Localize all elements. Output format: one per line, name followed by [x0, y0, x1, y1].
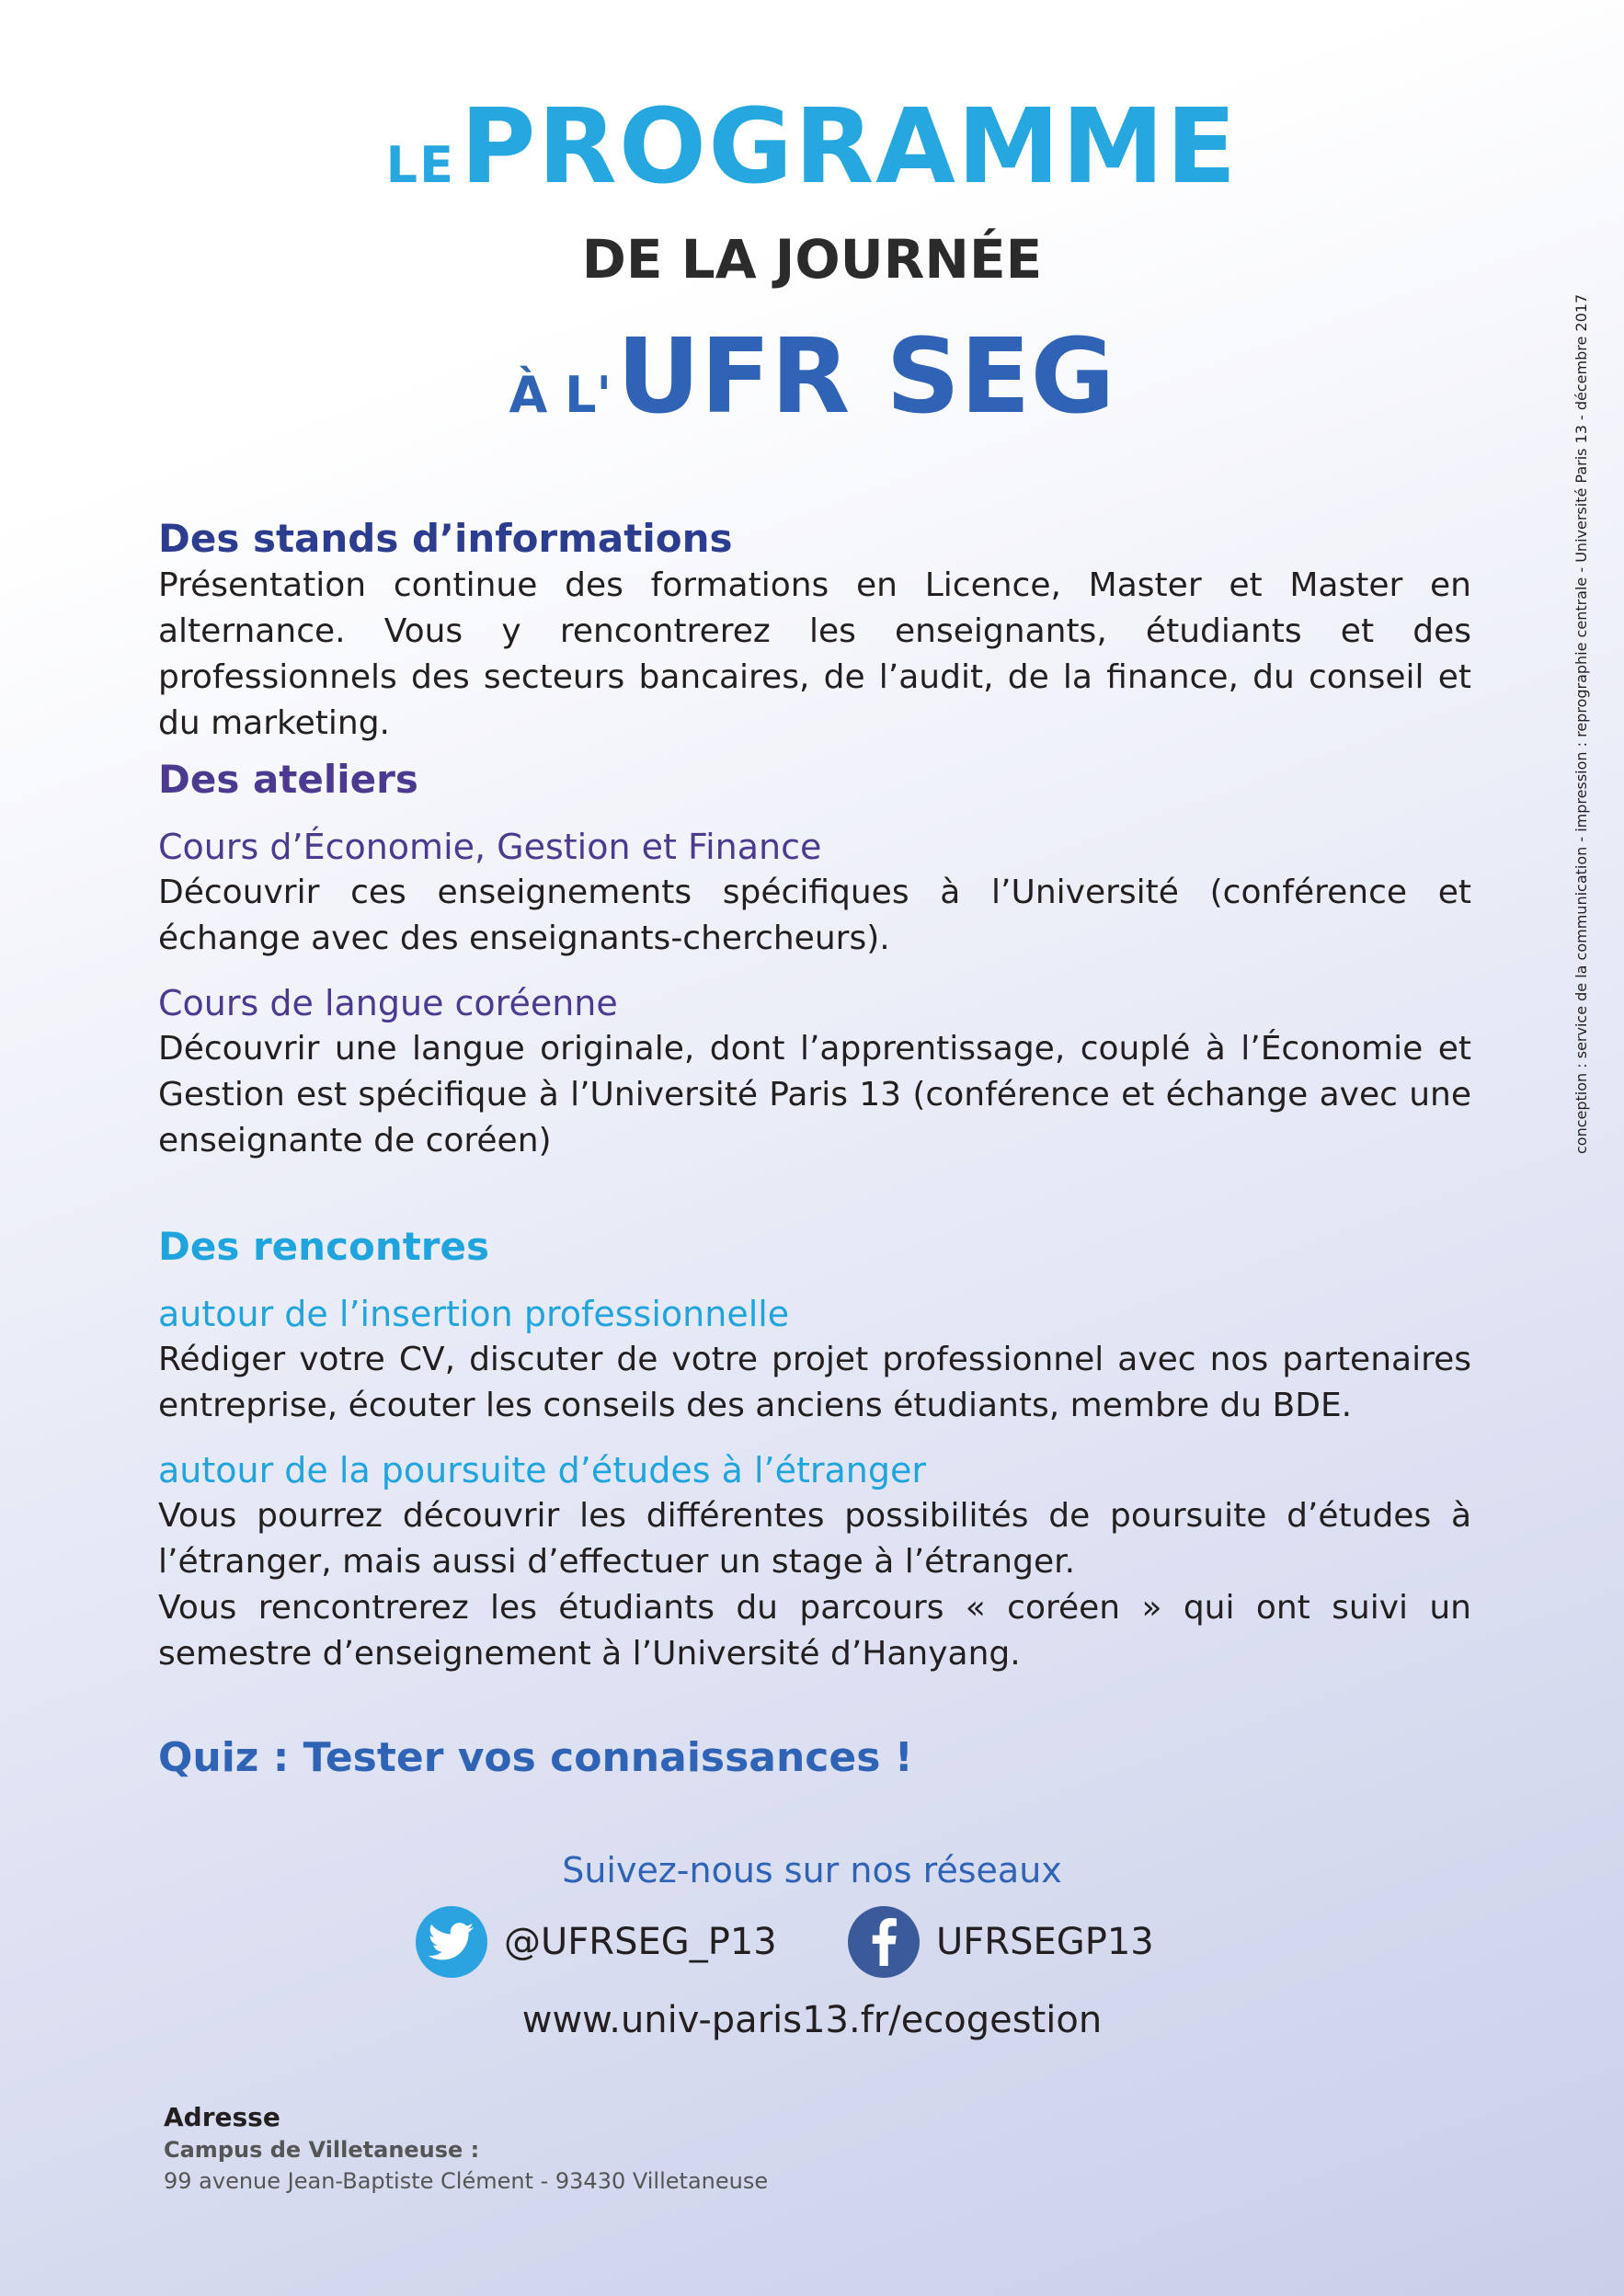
ateliers-heading: Des ateliers	[158, 757, 418, 802]
quiz-heading: Quiz : Tester vos connaissances !	[158, 1734, 913, 1781]
credit-line: conception : service de la communication - impression : reprographie centrale - Université Paris 13 - décembre 2017	[1573, 293, 1590, 1154]
section-rencontres	[158, 1223, 1471, 1677]
ateliers-item2-text: Découvrir une langue originale, dont l’apprentissage, couplé à l’Économie et Gestion est spécifique à l’Université Paris 13 (conférence et échange avec une enseignante de coréen)	[158, 1030, 1471, 1159]
stands-heading: Des stands d’informations	[158, 516, 733, 561]
title-line-3	[0, 317, 1624, 437]
website-link[interactable]: www.univ-paris13.fr/ecogestion	[521, 1999, 1103, 2041]
ateliers-item1-text: Découvrir ces enseignements spécifiques à l’Université (conférence et échange avec des enseignants-chercheurs).	[158, 874, 1471, 957]
rencontres-item2-text1: Vous pourrez découvrir les différentes possibilités de poursuite d’études à l’étranger, mais aussi d’effectuer un stage à l’étranger.	[158, 1497, 1471, 1581]
section-quiz	[158, 1734, 1471, 1782]
title-a-l: À L'	[509, 366, 612, 424]
title-line-1	[0, 87, 1624, 207]
twitter-link[interactable]	[416, 1905, 777, 1979]
title-le: LE	[385, 136, 455, 194]
address-heading: Adresse	[164, 2102, 280, 2132]
section-stands	[158, 515, 1471, 747]
address-block	[164, 2101, 768, 2197]
ateliers-item2-title: Cours de langue coréenne	[158, 983, 618, 1023]
address-street: 99 avenue Jean-Baptiste Clément - 93430 Villetaneuse	[164, 2168, 769, 2194]
section-ateliers	[158, 756, 1471, 1164]
facebook-handle: UFRSEGP13	[936, 1921, 1154, 1963]
stands-text: Présentation continue des formations en Licence, Master et Master en alternance. Vous y rencontrerez les enseignants, étudiants et des professionnels des secteurs bancaires, de l’audit, de la finance, du conseil et du marketing.	[158, 566, 1471, 742]
title-programme: PROGRAMME	[460, 87, 1239, 207]
ateliers-item1-title: Cours d’Économie, Gestion et Finance	[158, 827, 822, 867]
rencontres-item1-title: autour de l’insertion professionnelle	[158, 1294, 790, 1334]
rencontres-item2-title: autour de la poursuite d’études à l’étranger	[158, 1450, 927, 1491]
rencontres-heading: Des rencontres	[158, 1224, 489, 1269]
title-ufr-seg: UFR SEG	[616, 317, 1115, 437]
facebook-icon	[848, 1906, 920, 1978]
follow-label: Suivez-nous sur nos réseaux	[562, 1850, 1062, 1890]
twitter-icon	[416, 1906, 487, 1978]
address-campus: Campus de Villetaneuse :	[164, 2137, 480, 2163]
title-line-2: DE LA JOURNÉE	[581, 228, 1043, 291]
rencontres-item1-text: Rédiger votre CV, discuter de votre projet professionnel avec nos partenaires entreprise, écouter les conseils des anciens étudiants, membre du BDE.	[158, 1341, 1471, 1424]
facebook-link[interactable]	[848, 1905, 1154, 1979]
rencontres-item2-text2: Vous rencontrerez les étudiants du parcours « coréen » qui ont suivi un semestre d’enseignement à l’Université d’Hanyang.	[158, 1589, 1471, 1673]
twitter-handle: @UFRSEG_P13	[504, 1921, 777, 1963]
